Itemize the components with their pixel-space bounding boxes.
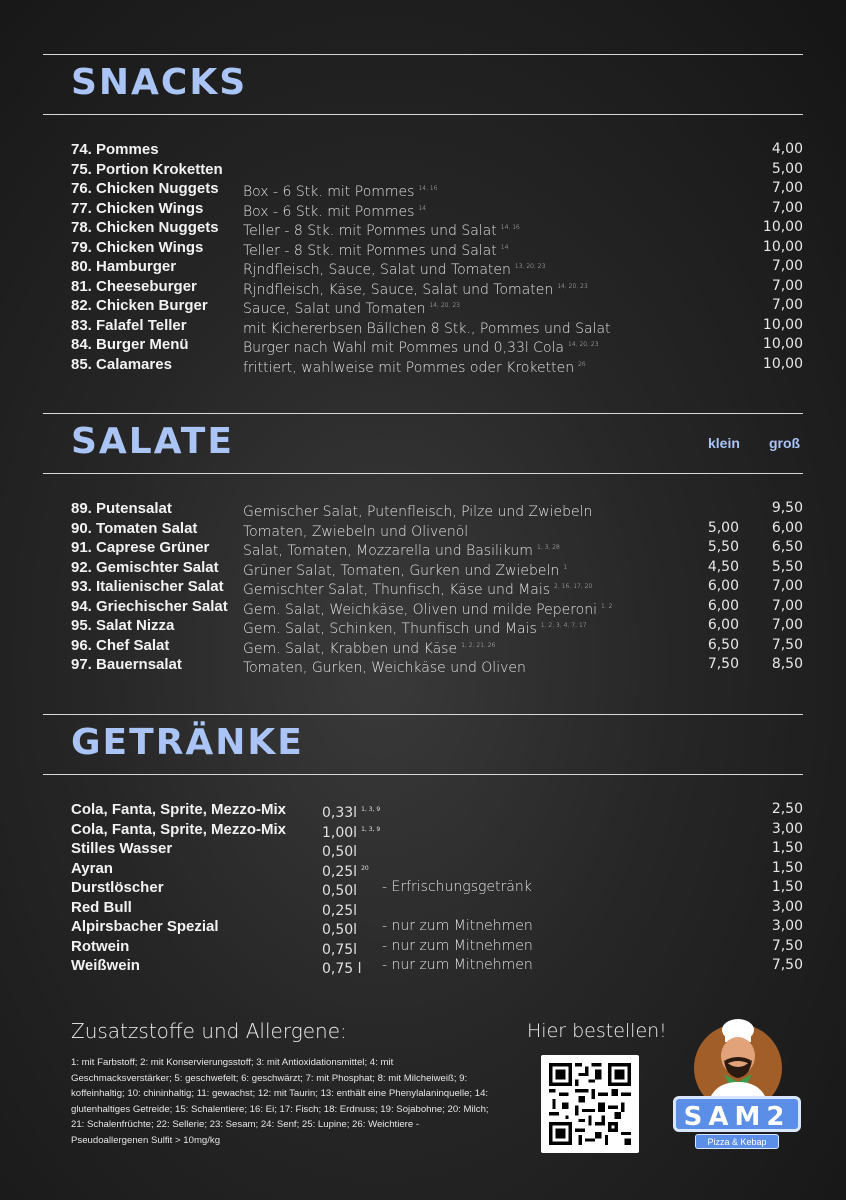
item-description: - nur zum Mitnehmen: [382, 937, 533, 954]
item-name: Ayran: [71, 859, 113, 877]
snacks-title: SNACKS: [71, 62, 248, 103]
item-price: 7,50: [771, 957, 803, 973]
item-price: 10,00: [762, 355, 803, 372]
item-price-small: 4,50: [707, 558, 739, 575]
item-description-text: Gemischter Salat, Thunfisch, Käse und Mais: [243, 582, 551, 598]
item-price-large: 7,50: [771, 636, 803, 653]
allergen-codes: 14, 20, 23: [429, 302, 460, 309]
item-price-large: 6,50: [771, 539, 803, 555]
item-name: 76. Chicken Nuggets: [71, 180, 219, 197]
item-name: 83. Falafel Teller: [71, 316, 187, 334]
allergen-codes: 26: [578, 360, 586, 368]
item-price: 10,00: [762, 238, 803, 255]
item-description-text: Salat, Tomaten, Mozzarella und Basilikum: [243, 543, 533, 559]
item-price: 3,00: [771, 820, 803, 837]
item-description-text: mit Kichererbsen Bällchen 8 Stk., Pommes und Salat: [243, 320, 611, 337]
salate-list: [71, 499, 803, 675]
item-description-text: Box - 6 Stk. mit Pommes: [243, 203, 415, 220]
item-name: 93. Italienischer Salat: [71, 578, 224, 595]
item-description: [243, 655, 530, 679]
allergen-codes: 1: [563, 563, 568, 571]
menu-item: [71, 499, 803, 519]
divider: [43, 473, 803, 474]
allergen-codes: 14: [500, 243, 509, 251]
divider: [43, 774, 803, 775]
menu-item: [71, 538, 803, 558]
item-description: - Erfrischungsgetränk: [382, 879, 532, 895]
item-description-text: Tomaten, Zwiebeln und Olivenöl: [243, 523, 469, 540]
menu-item: [71, 956, 803, 976]
menu-item: [71, 519, 803, 539]
snacks-section: [43, 54, 803, 374]
salate-title: SALATE: [71, 421, 234, 462]
item-price: 3,00: [771, 898, 803, 915]
item-description: [243, 355, 586, 379]
item-description: - nur zum Mitnehmen: [382, 957, 533, 973]
item-price: 3,00: [771, 918, 803, 934]
item-volume-text: 0,50l: [322, 922, 358, 938]
divider: [43, 413, 803, 414]
getraenke-title: GETRÄNKE: [71, 722, 304, 763]
item-description-text: Gem. Salat, Schinken, Thunfisch und Mais: [243, 621, 537, 637]
item-name: Red Bull: [71, 898, 132, 916]
item-name: Cola, Fanta, Sprite, Mezzo-Mix: [71, 820, 287, 838]
allergen-codes: 1, 2: [600, 602, 613, 610]
menu-item: [71, 636, 803, 656]
item-volume-text: 0,75l: [322, 941, 358, 958]
item-price: 4,00: [771, 141, 803, 157]
item-price: 5,00: [771, 160, 803, 177]
menu-item: [71, 820, 803, 840]
item-description-text: Teller - 8 Stk. mit Pommes und Salat: [243, 242, 497, 259]
item-price: 10,00: [762, 316, 803, 333]
item-price: 7,00: [771, 199, 803, 216]
menu-item: [71, 878, 803, 898]
item-price: 10,00: [762, 219, 803, 235]
item-price-small: 6,00: [707, 617, 739, 633]
item-name: 84. Burger Menü: [71, 336, 189, 353]
allergens-title: Zusatzstoffe und Allergene:: [71, 1019, 347, 1043]
item-name: 94. Griechischer Salat: [71, 597, 228, 615]
item-description-text: Gemischer Salat, Putenfleisch, Pilze und Zwiebeln: [243, 504, 593, 520]
item-description-text: Tomaten, Gurken, Weichkäse und Oliven: [243, 660, 526, 676]
item-name: 75. Portion Kroketten: [71, 160, 223, 178]
item-name: Cola, Fanta, Sprite, Mezzo-Mix: [71, 801, 287, 818]
item-price-small: 5,00: [707, 519, 739, 536]
item-name: 78. Chicken Nuggets: [71, 219, 219, 236]
menu-item: [71, 218, 803, 238]
item-price: 1,50: [771, 859, 803, 876]
item-description-text: Rjndfleisch, Käse, Sauce, Salat und Tomaten: [243, 281, 554, 298]
menu-item: [71, 296, 803, 316]
menu-item: [71, 839, 803, 859]
menu-item: [71, 577, 803, 597]
item-description-text: Grüner Salat, Tomaten, Gurken und Zwiebeln: [243, 562, 560, 579]
item-price-small: 6,00: [707, 597, 739, 614]
getraenke-list: [71, 800, 803, 976]
menu-item: [71, 898, 803, 918]
item-description-text: Burger nach Wahl mit Pommes und 0,33l Cola: [243, 340, 564, 356]
item-price: 1,50: [771, 840, 803, 856]
item-price-large: 6,00: [771, 519, 803, 536]
menu-item: [71, 355, 803, 375]
item-price-large: 9,50: [771, 500, 803, 516]
sam2-logo: [672, 1016, 804, 1152]
qr-code-icon: [549, 1063, 631, 1145]
menu-item: [71, 199, 803, 219]
column-head-large: groß: [769, 435, 801, 451]
allergen-codes: 20: [361, 864, 369, 872]
item-name: Alpirsbacher Spezial: [71, 918, 219, 935]
item-price: 1,50: [771, 879, 803, 895]
item-name: 79. Chicken Wings: [71, 238, 204, 256]
qr-code[interactable]: [541, 1055, 639, 1153]
menu-item: [71, 558, 803, 578]
item-name: Stilles Wasser: [71, 840, 173, 857]
item-volume-text: 0,25l: [322, 902, 358, 919]
item-name: 77. Chicken Wings: [71, 199, 204, 217]
item-name: 85. Calamares: [71, 355, 172, 373]
menu-item: [71, 316, 803, 336]
item-price-small: 6,50: [707, 636, 739, 653]
item-volume-text: 0,33l: [322, 805, 358, 821]
logo-name: SAM2: [673, 1096, 801, 1132]
item-description: - nur zum Mitnehmen: [382, 918, 533, 934]
item-name: 89. Putensalat: [71, 500, 172, 517]
allergen-codes: 1, 3, 28: [536, 544, 560, 551]
divider: [43, 114, 803, 115]
item-price-large: 8,50: [771, 656, 803, 672]
logo-tagline: Pizza & Kebap: [695, 1134, 779, 1149]
snacks-list: [71, 140, 803, 374]
item-price-large: 7,00: [771, 597, 803, 614]
item-volume-text: 0,25l: [322, 863, 358, 880]
item-name: 95. Salat Nizza: [71, 617, 175, 634]
item-description-text: Teller - 8 Stk. mit Pommes und Salat: [243, 223, 497, 239]
allergen-codes: 1, 2, 21, 26: [461, 641, 496, 649]
order-title: Hier bestellen!: [527, 1020, 667, 1042]
item-name: 91. Caprese Grüner: [71, 539, 210, 556]
allergen-codes: 13, 20, 23: [514, 263, 546, 270]
menu-item: [71, 616, 803, 636]
menu-item: [71, 257, 803, 277]
item-price: 7,00: [771, 297, 803, 313]
allergen-codes: 14, 16: [418, 185, 438, 192]
menu-item: [71, 277, 803, 297]
item-name: 74. Pommes: [71, 141, 159, 158]
item-volume-text: 0,75 l: [322, 961, 362, 977]
item-name: 97. Bauernsalat: [71, 656, 182, 673]
item-price-large: 7,00: [771, 578, 803, 594]
divider: [43, 54, 803, 55]
item-price-large: 5,50: [771, 558, 803, 575]
getraenke-section: [43, 714, 803, 984]
item-description-text: Sauce, Salat und Tomaten: [243, 301, 426, 317]
allergen-codes: 14, 16: [500, 224, 520, 231]
item-volume-text: 1,00l: [322, 824, 358, 841]
item-volume: [322, 956, 366, 980]
item-price: 7,00: [771, 277, 803, 294]
allergen-codes: 2, 16, 17, 20: [554, 583, 593, 590]
item-name: Weißwein: [71, 957, 140, 974]
item-price: 7,50: [771, 937, 803, 954]
item-name: Rotwein: [71, 937, 130, 955]
item-volume-text: 0,50l: [322, 844, 358, 860]
item-volume-text: 0,50l: [322, 883, 358, 899]
menu-item: [71, 937, 803, 957]
menu-item: [71, 859, 803, 879]
menu-item: [71, 597, 803, 617]
item-description-text: frittiert, wahlweise mit Pommes oder Kroketten: [243, 359, 575, 376]
item-description-text: Gem. Salat, Krabben und Käse: [243, 640, 458, 657]
item-name: 80. Hamburger: [71, 258, 177, 275]
menu-item: [71, 655, 803, 675]
item-name: 90. Tomaten Salat: [71, 519, 198, 537]
item-description-text: Gem. Salat, Weichkäse, Oliven und milde Peperoni: [243, 601, 597, 618]
item-name: 82. Chicken Burger: [71, 297, 208, 314]
item-name: 92. Gemischter Salat: [71, 558, 219, 576]
item-price: 10,00: [762, 336, 803, 352]
item-description-text: Box - 6 Stk. mit Pommes: [243, 184, 415, 200]
menu-item: [71, 917, 803, 937]
item-price: 7,00: [771, 180, 803, 196]
item-price-large: 7,00: [771, 617, 803, 633]
item-name: 96. Chef Salat: [71, 636, 170, 654]
item-price-small: 5,50: [707, 539, 739, 555]
menu-item: [71, 179, 803, 199]
salate-section: [43, 413, 803, 683]
item-name: 81. Cheeseburger: [71, 277, 197, 295]
allergen-codes: 1, 2, 3, 4, 7, 17: [540, 622, 587, 629]
column-head-small: klein: [708, 435, 740, 451]
item-price-small: 7,50: [707, 656, 739, 672]
allergen-codes: 1, 3, 9: [361, 806, 381, 813]
menu-item: [71, 238, 803, 258]
item-description-text: Rjndfleisch, Sauce, Salat und Tomaten: [243, 262, 511, 278]
item-price-small: 6,00: [707, 578, 739, 594]
allergen-codes: 14: [418, 204, 427, 212]
allergen-codes: 14, 20, 23: [557, 282, 588, 290]
item-price: 2,50: [771, 801, 803, 817]
logo-wordmark: [672, 1096, 802, 1147]
item-name: Durstlöscher: [71, 879, 164, 896]
divider: [43, 714, 803, 715]
allergens-text: 1: mit Farbstoff; 2: mit Konservierungsstoff; 3: mit Antioxidationsmittel; 4: mit Geschmacksverstärker; 5: geschwefelt; 6: geschwärzt; 7: mit Phosphat; 8: mit Milcheiweiß; 9: koffeinhaltig; 10: chininhaltig; 11: gewachst; 12: mit Taurin; 13: enthält eine Phenylalaninquelle; 14: glutenhaltiges Getreide; 15: Schalentiere; 16: Ei; 17: Fisch; 18: Erdnuss; 19: Sojabohne; 20: Milch; 21: Schalenfrüchte; 22: Sellerie; 23: Sesam; 24: Senf; 25: Lupine; 26: Weichtiere - Pseudoallergenen Sulfit > 10mg/kg: [71, 1057, 489, 1146]
menu-item: [71, 160, 803, 180]
menu-item: [71, 335, 803, 355]
menu-item: [71, 140, 803, 160]
allergen-codes: 14, 20, 23: [568, 341, 599, 348]
menu-item: [71, 800, 803, 820]
allergen-codes: 1, 3, 9: [361, 825, 381, 833]
item-price: 7,00: [771, 258, 803, 274]
